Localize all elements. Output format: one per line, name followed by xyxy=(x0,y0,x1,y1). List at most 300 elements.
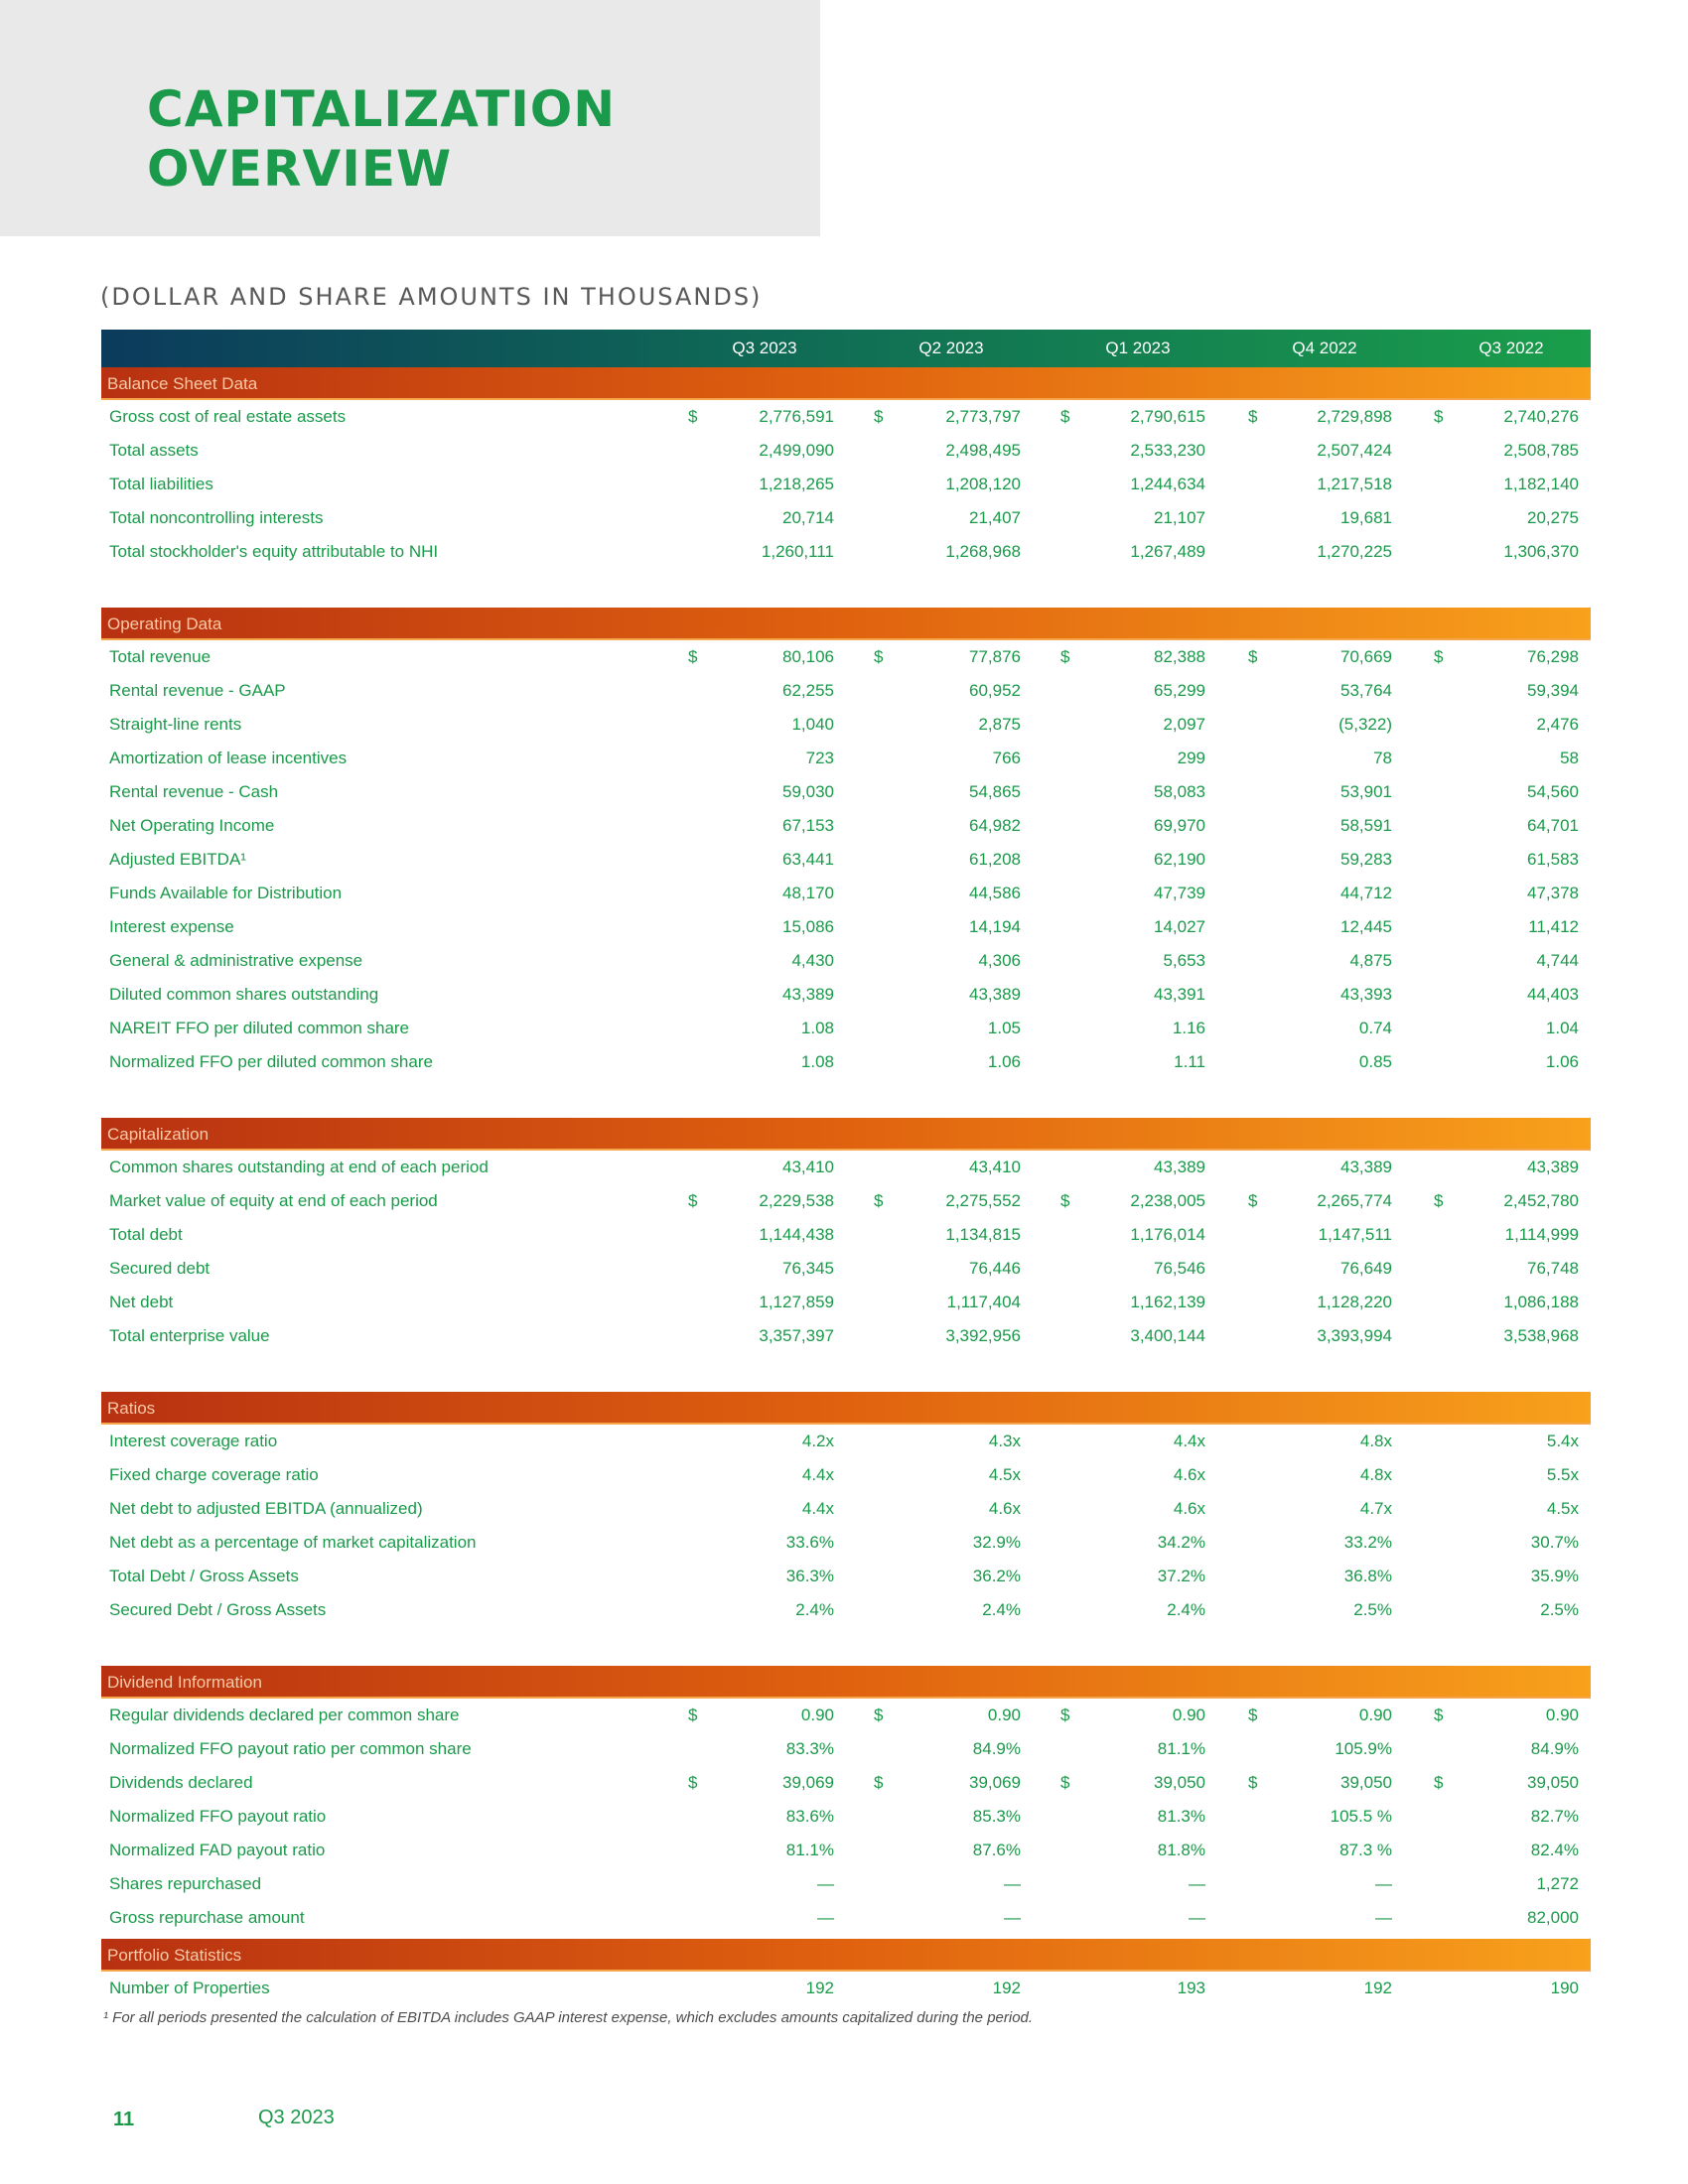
table-row xyxy=(101,501,1591,535)
table-row xyxy=(101,978,1591,1012)
row-label: Gross cost of real estate assets xyxy=(109,407,347,426)
cell-value: 11,412 xyxy=(1528,917,1579,936)
cell-value: 77,876 xyxy=(969,647,1021,666)
cell-value: 67,153 xyxy=(782,816,834,835)
cell-value: 2.5% xyxy=(1540,1600,1579,1619)
row-label: Fixed charge coverage ratio xyxy=(109,1465,319,1484)
currency-symbol: $ xyxy=(874,1706,884,1724)
cell-value: 65,299 xyxy=(1154,681,1205,700)
cell-value: 87.6% xyxy=(972,1841,1021,1859)
cell-value: — xyxy=(1004,1874,1021,1893)
cell-value: 47,739 xyxy=(1154,884,1205,902)
table-row xyxy=(101,535,1591,569)
currency-symbol: $ xyxy=(1248,1191,1258,1210)
currency-symbol: $ xyxy=(1434,1706,1444,1724)
row-label: Secured Debt / Gross Assets xyxy=(109,1600,327,1619)
row-label: Interest coverage ratio xyxy=(109,1432,278,1450)
cell-value: 4.5x xyxy=(1546,1499,1579,1518)
row-label: Rental revenue - Cash xyxy=(109,782,279,801)
currency-symbol: $ xyxy=(1248,407,1258,426)
cell-value: 4.8x xyxy=(1359,1432,1392,1450)
table-row xyxy=(101,944,1591,978)
cell-value: 85.3% xyxy=(972,1807,1021,1826)
currency-symbol: $ xyxy=(688,1706,698,1724)
cell-value: 81.3% xyxy=(1157,1807,1205,1826)
table-row xyxy=(101,708,1591,742)
title-line-2: OVERVIEW xyxy=(147,140,453,198)
currency-symbol: $ xyxy=(874,1191,884,1210)
capitalization-table xyxy=(101,330,1591,2005)
row-label: Total noncontrolling interests xyxy=(109,508,324,527)
cell-value: 81.8% xyxy=(1157,1841,1205,1859)
cell-value: 15,086 xyxy=(782,917,834,936)
cell-value: 62,190 xyxy=(1154,850,1205,869)
cell-value: 84.9% xyxy=(1530,1739,1579,1758)
row-label: NAREIT FFO per diluted common share xyxy=(109,1019,410,1037)
cell-value: 2,533,230 xyxy=(1130,441,1205,460)
row-label: Total stockholder's equity attributable to NHI xyxy=(109,542,439,561)
cell-value: 190 xyxy=(1550,1979,1579,1997)
cell-value: 193 xyxy=(1177,1979,1205,1997)
table-row xyxy=(101,674,1591,708)
row-label: General & administrative expense xyxy=(109,951,363,970)
cell-value: 54,560 xyxy=(1527,782,1579,801)
cell-value: 1,260,111 xyxy=(761,542,834,561)
cell-value: 1.05 xyxy=(987,1019,1021,1037)
page-number: 11 xyxy=(113,2109,135,2130)
section-header: Portfolio Statistics xyxy=(101,1939,1591,1972)
cell-value: 1,144,438 xyxy=(759,1225,834,1244)
cell-value: 69,970 xyxy=(1154,816,1205,835)
cell-value: — xyxy=(1004,1908,1021,1927)
cell-value: 1.16 xyxy=(1172,1019,1205,1037)
cell-value: 2.4% xyxy=(982,1600,1021,1619)
table-row xyxy=(101,809,1591,843)
cell-value: 4.7x xyxy=(1359,1499,1392,1518)
cell-value: 30.7% xyxy=(1530,1533,1579,1552)
column-header: Q2 2023 xyxy=(918,339,984,357)
cell-value: 2,275,552 xyxy=(945,1191,1021,1210)
cell-value: 0.90 xyxy=(1545,1706,1579,1724)
cell-value: 4.6x xyxy=(988,1499,1021,1518)
cell-value: — xyxy=(1189,1908,1205,1927)
cell-value: 0.90 xyxy=(987,1706,1021,1724)
cell-value: 82.4% xyxy=(1530,1841,1579,1859)
cell-value: 2,740,276 xyxy=(1503,407,1579,426)
cell-value: 63,441 xyxy=(782,850,834,869)
currency-symbol: $ xyxy=(1060,1773,1070,1792)
cell-value: 33.2% xyxy=(1343,1533,1392,1552)
cell-value: 43,389 xyxy=(969,985,1021,1004)
cell-value: 2,499,090 xyxy=(759,441,834,460)
currency-symbol: $ xyxy=(1434,1773,1444,1792)
cell-value: 1,114,999 xyxy=(1504,1225,1579,1244)
cell-value: 4.2x xyxy=(801,1432,834,1450)
column-header: Q1 2023 xyxy=(1105,339,1171,357)
cell-value: 47,378 xyxy=(1527,884,1579,902)
cell-value: 53,764 xyxy=(1340,681,1392,700)
cell-value: 20,275 xyxy=(1527,508,1579,527)
cell-value: 5.5x xyxy=(1546,1465,1579,1484)
cell-value: 5,653 xyxy=(1163,951,1205,970)
section-spacer xyxy=(101,1079,1591,1118)
cell-value: 1.08 xyxy=(800,1052,834,1071)
table-row xyxy=(101,1766,1591,1800)
section-spacer xyxy=(101,569,1591,608)
row-label: Normalized FFO payout ratio xyxy=(109,1807,327,1826)
cell-value: 62,255 xyxy=(782,681,834,700)
table-sections xyxy=(101,367,1591,2005)
cell-value: 58,591 xyxy=(1340,816,1392,835)
currency-symbol: $ xyxy=(874,407,884,426)
row-label: Funds Available for Distribution xyxy=(109,884,343,902)
table-row xyxy=(101,1593,1591,1627)
cell-value: 87.3 % xyxy=(1339,1841,1392,1859)
cell-value: 2,229,538 xyxy=(759,1191,834,1210)
cell-value: 39,050 xyxy=(1154,1773,1205,1792)
row-label: Shares repurchased xyxy=(109,1874,262,1893)
cell-value: 105.9% xyxy=(1335,1739,1392,1758)
cell-value: 1,162,139 xyxy=(1130,1293,1205,1311)
currency-symbol: $ xyxy=(688,1191,698,1210)
row-label: Net Operating Income xyxy=(109,816,275,835)
table-row xyxy=(101,1867,1591,1901)
cell-value: 2,476 xyxy=(1536,715,1579,734)
cell-value: 76,345 xyxy=(782,1259,834,1278)
cell-value: — xyxy=(1375,1874,1392,1893)
cell-value: 4,306 xyxy=(978,951,1021,970)
cell-value: 1,147,511 xyxy=(1318,1225,1392,1244)
cell-value: 2,498,495 xyxy=(945,441,1021,460)
cell-value: 19,681 xyxy=(1340,508,1392,527)
cell-value: 1.06 xyxy=(987,1052,1021,1071)
cell-value: 2,452,780 xyxy=(1503,1191,1579,1210)
cell-value: 14,194 xyxy=(969,917,1021,936)
cell-value: 76,649 xyxy=(1340,1259,1392,1278)
cell-value: 70,669 xyxy=(1340,647,1392,666)
cell-value: 1,117,404 xyxy=(946,1293,1021,1311)
cell-value: 12,445 xyxy=(1340,917,1392,936)
cell-value: 43,391 xyxy=(1154,985,1205,1004)
cell-value: 2,773,797 xyxy=(945,407,1021,426)
cell-value: 4,744 xyxy=(1536,951,1579,970)
table-row xyxy=(101,1045,1591,1079)
table-row xyxy=(101,1252,1591,1286)
cell-value: 0.90 xyxy=(1358,1706,1392,1724)
table-row xyxy=(101,1492,1591,1526)
cell-value: 81.1% xyxy=(785,1841,834,1859)
cell-value: 35.9% xyxy=(1530,1567,1579,1585)
cell-value: 43,389 xyxy=(782,985,834,1004)
cell-value: 44,712 xyxy=(1340,884,1392,902)
cell-value: 14,027 xyxy=(1154,917,1205,936)
cell-value: 36.3% xyxy=(785,1567,834,1585)
table-row xyxy=(101,877,1591,910)
table-row xyxy=(101,910,1591,944)
table-row xyxy=(101,400,1591,434)
cell-value: 3,392,956 xyxy=(945,1326,1021,1345)
row-label: Adjusted EBITDA¹ xyxy=(109,850,246,869)
cell-value: 2,265,774 xyxy=(1317,1191,1392,1210)
cell-value: — xyxy=(1189,1874,1205,1893)
cell-value: 36.2% xyxy=(972,1567,1021,1585)
cell-value: 1,040 xyxy=(791,715,834,734)
cell-value: 37.2% xyxy=(1157,1567,1205,1585)
cell-value: 2,875 xyxy=(978,715,1021,734)
page-title xyxy=(147,79,616,199)
page-quarter: Q3 2023 xyxy=(258,2107,335,2128)
row-label: Amortization of lease incentives xyxy=(109,749,348,767)
table-row xyxy=(101,1972,1591,2005)
cell-value: 39,050 xyxy=(1340,1773,1392,1792)
cell-value: 54,865 xyxy=(969,782,1021,801)
table-row xyxy=(101,843,1591,877)
row-label: Net debt as a percentage of market capitalization xyxy=(109,1533,477,1552)
cell-value: 192 xyxy=(992,1979,1021,1997)
table-row xyxy=(101,640,1591,674)
cell-value: 83.6% xyxy=(785,1807,834,1826)
cell-value: (5,322) xyxy=(1338,715,1392,734)
cell-value: 766 xyxy=(992,749,1021,767)
cell-value: 1,127,859 xyxy=(759,1293,834,1311)
currency-symbol: $ xyxy=(874,1773,884,1792)
cell-value: 78 xyxy=(1373,749,1392,767)
footnote: ¹ For all periods presented the calculation of EBITDA includes GAAP interest expense, which excludes amounts capitalized during the period. xyxy=(103,2009,1034,2026)
cell-value: 299 xyxy=(1177,749,1205,767)
currency-symbol: $ xyxy=(1248,1773,1258,1792)
cell-value: 64,701 xyxy=(1527,816,1579,835)
cell-value: 43,389 xyxy=(1527,1158,1579,1176)
row-label: Straight-line rents xyxy=(109,715,242,734)
cell-value: 60,952 xyxy=(969,681,1021,700)
cell-value: — xyxy=(1375,1908,1392,1927)
column-header-row xyxy=(101,330,1591,367)
cell-value: 58,083 xyxy=(1154,782,1205,801)
table-row xyxy=(101,1732,1591,1766)
cell-value: 0.85 xyxy=(1358,1052,1392,1071)
cell-value: 1,267,489 xyxy=(1130,542,1205,561)
row-label: Common shares outstanding at end of each period xyxy=(109,1158,489,1176)
cell-value: 81.1% xyxy=(1157,1739,1205,1758)
table-row xyxy=(101,1901,1591,1935)
cell-value: 1.08 xyxy=(800,1019,834,1037)
cell-value: 5.4x xyxy=(1546,1432,1579,1450)
cell-value: 723 xyxy=(805,749,834,767)
cell-value: 43,410 xyxy=(969,1158,1021,1176)
cell-value: — xyxy=(817,1874,834,1893)
cell-value: 21,407 xyxy=(969,508,1021,527)
cell-value: 59,030 xyxy=(782,782,834,801)
cell-value: 1,306,370 xyxy=(1503,542,1579,561)
row-label: Diluted common shares outstanding xyxy=(109,985,379,1004)
table-row xyxy=(101,1699,1591,1732)
units-subtitle: (DOLLAR AND SHARE AMOUNTS IN THOUSANDS) xyxy=(100,283,763,311)
cell-value: 61,208 xyxy=(969,850,1021,869)
table-row xyxy=(101,1834,1591,1867)
row-label: Total assets xyxy=(109,441,199,460)
cell-value: 82.7% xyxy=(1530,1807,1579,1826)
cell-value: 2,507,424 xyxy=(1317,441,1392,460)
table-row xyxy=(101,1319,1591,1353)
cell-value: 4.4x xyxy=(1173,1432,1205,1450)
cell-value: 33.6% xyxy=(785,1533,834,1552)
row-label: Regular dividends declared per common share xyxy=(109,1706,460,1724)
cell-value: 53,901 xyxy=(1340,782,1392,801)
cell-value: 2,776,591 xyxy=(759,407,834,426)
cell-value: 76,546 xyxy=(1154,1259,1205,1278)
row-label: Number of Properties xyxy=(109,1979,270,1997)
cell-value: 1,086,188 xyxy=(1503,1293,1579,1311)
table-row xyxy=(101,1218,1591,1252)
section-header: Operating Data xyxy=(101,608,1591,640)
cell-value: 84.9% xyxy=(972,1739,1021,1758)
cell-value: 83.3% xyxy=(785,1739,834,1758)
cell-value: 76,298 xyxy=(1527,647,1579,666)
row-label: Market value of equity at end of each period xyxy=(109,1191,438,1210)
cell-value: 2,729,898 xyxy=(1317,407,1392,426)
table-row xyxy=(101,1151,1591,1184)
section-header: Dividend Information xyxy=(101,1666,1591,1699)
section-spacer xyxy=(101,1353,1591,1392)
row-label: Net debt to adjusted EBITDA (annualized) xyxy=(109,1499,423,1518)
cell-value: 58 xyxy=(1560,749,1579,767)
cell-value: 1,217,518 xyxy=(1317,475,1392,493)
currency-symbol: $ xyxy=(1060,647,1070,666)
cell-value: 1,134,815 xyxy=(945,1225,1021,1244)
cell-value: 1,128,220 xyxy=(1317,1293,1392,1311)
cell-value: 3,400,144 xyxy=(1130,1326,1205,1345)
cell-value: 1,268,968 xyxy=(945,542,1021,561)
cell-value: 76,446 xyxy=(969,1259,1021,1278)
cell-value: 4,430 xyxy=(791,951,834,970)
table-row xyxy=(101,1458,1591,1492)
cell-value: 39,050 xyxy=(1527,1773,1579,1792)
cell-value: 2,790,615 xyxy=(1130,407,1205,426)
cell-value: 39,069 xyxy=(782,1773,834,1792)
row-label: Total enterprise value xyxy=(109,1326,270,1345)
cell-value: 44,586 xyxy=(969,884,1021,902)
cell-value: 2.5% xyxy=(1353,1600,1392,1619)
row-label: Normalized FFO payout ratio per common share xyxy=(109,1739,472,1758)
cell-value: 43,410 xyxy=(782,1158,834,1176)
currency-symbol: $ xyxy=(1434,647,1444,666)
cell-value: 4.3x xyxy=(988,1432,1021,1450)
row-label: Gross repurchase amount xyxy=(109,1908,305,1927)
cell-value: 43,389 xyxy=(1340,1158,1392,1176)
cell-value: 1.06 xyxy=(1545,1052,1579,1071)
cell-value: 4.6x xyxy=(1173,1465,1205,1484)
currency-symbol: $ xyxy=(1248,647,1258,666)
table-row xyxy=(101,742,1591,775)
currency-symbol: $ xyxy=(1060,407,1070,426)
row-label: Total revenue xyxy=(109,647,211,666)
section-header: Capitalization xyxy=(101,1118,1591,1151)
table-row xyxy=(101,775,1591,809)
table-row xyxy=(101,468,1591,501)
cell-value: 4.6x xyxy=(1173,1499,1205,1518)
cell-value: 43,389 xyxy=(1154,1158,1205,1176)
row-label: Normalized FFO per diluted common share xyxy=(109,1052,433,1071)
row-label: Net debt xyxy=(109,1293,174,1311)
currency-symbol: $ xyxy=(1248,1706,1258,1724)
cell-value: 20,714 xyxy=(782,508,834,527)
cell-value: 1,208,120 xyxy=(945,475,1021,493)
cell-value: 0.90 xyxy=(800,1706,834,1724)
section-header: Ratios xyxy=(101,1392,1591,1425)
cell-value: 44,403 xyxy=(1527,985,1579,1004)
row-label: Total debt xyxy=(109,1225,183,1244)
currency-symbol: $ xyxy=(1434,407,1444,426)
cell-value: 48,170 xyxy=(782,884,834,902)
cell-value: 4,875 xyxy=(1349,951,1392,970)
column-header: Q3 2023 xyxy=(732,339,797,357)
table-row xyxy=(101,1286,1591,1319)
row-label: Total liabilities xyxy=(109,475,213,493)
cell-value: 2,508,785 xyxy=(1503,441,1579,460)
column-header: Q4 2022 xyxy=(1292,339,1357,357)
cell-value: 192 xyxy=(1363,1979,1392,1997)
currency-symbol: $ xyxy=(688,1773,698,1792)
table-row xyxy=(101,1526,1591,1560)
section-spacer xyxy=(101,1627,1591,1666)
section-header: Balance Sheet Data xyxy=(101,367,1591,400)
cell-value: 1.11 xyxy=(1174,1052,1205,1071)
cell-value: 0.74 xyxy=(1358,1019,1392,1037)
cell-value: 1,272 xyxy=(1536,1874,1579,1893)
table-row xyxy=(101,1560,1591,1593)
cell-value: 192 xyxy=(805,1979,834,1997)
cell-value: 39,069 xyxy=(969,1773,1021,1792)
column-header: Q3 2022 xyxy=(1478,339,1544,357)
cell-value: 3,538,968 xyxy=(1503,1326,1579,1345)
cell-value: 2.4% xyxy=(1167,1600,1205,1619)
currency-symbol: $ xyxy=(874,647,884,666)
cell-value: 1,270,225 xyxy=(1317,542,1392,561)
table-row xyxy=(101,1012,1591,1045)
row-label: Secured debt xyxy=(109,1259,211,1278)
cell-value: 4.5x xyxy=(988,1465,1021,1484)
cell-value: 4.8x xyxy=(1359,1465,1392,1484)
cell-value: 76,748 xyxy=(1527,1259,1579,1278)
cell-value: 105.5 % xyxy=(1330,1807,1392,1826)
cell-value: 82,388 xyxy=(1154,647,1205,666)
cell-value: 2.4% xyxy=(795,1600,834,1619)
cell-value: 4.4x xyxy=(801,1465,834,1484)
cell-value: 82,000 xyxy=(1527,1908,1579,1927)
row-label: Total Debt / Gross Assets xyxy=(109,1567,299,1585)
cell-value: 1,218,265 xyxy=(759,475,834,493)
cell-value: 2,238,005 xyxy=(1130,1191,1205,1210)
table-row xyxy=(101,434,1591,468)
row-label: Interest expense xyxy=(109,917,234,936)
cell-value: 1,244,634 xyxy=(1130,475,1205,493)
cell-value: 3,393,994 xyxy=(1317,1326,1392,1345)
cell-value: 36.8% xyxy=(1343,1567,1392,1585)
table-row xyxy=(101,1425,1591,1458)
row-label: Rental revenue - GAAP xyxy=(109,681,286,700)
currency-symbol: $ xyxy=(688,647,698,666)
cell-value: 1,176,014 xyxy=(1130,1225,1205,1244)
row-label: Dividends declared xyxy=(109,1773,253,1792)
row-label: Normalized FAD payout ratio xyxy=(109,1841,326,1859)
cell-value: 21,107 xyxy=(1154,508,1205,527)
cell-value: — xyxy=(817,1908,834,1927)
title-line-1: CAPITALIZATION xyxy=(147,80,617,138)
table-row xyxy=(101,1184,1591,1218)
cell-value: 43,393 xyxy=(1340,985,1392,1004)
cell-value: 59,394 xyxy=(1527,681,1579,700)
cell-value: 61,583 xyxy=(1527,850,1579,869)
